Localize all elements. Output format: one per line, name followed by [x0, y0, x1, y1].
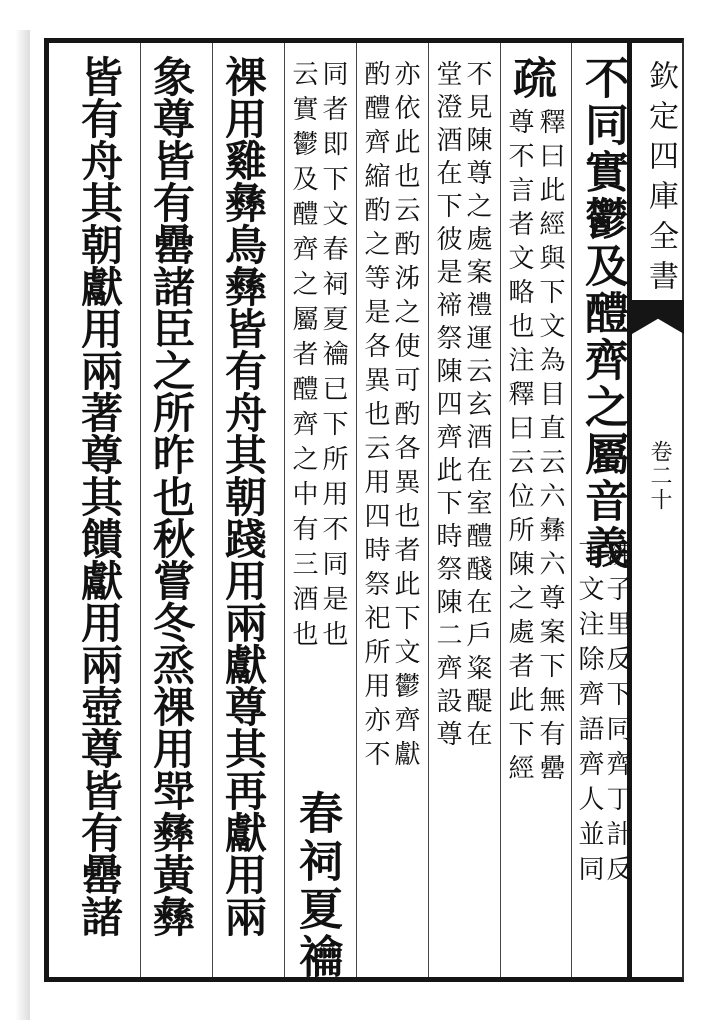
page-edge-shadow: [0, 30, 30, 1020]
commentary-line-3: 不見陳尊之處案禮運云玄酒在室醴醆在戶粢醍在: [462, 60, 492, 753]
commentary-line-2: 尊不言者文略也注釋曰云位所陳之處者此下經: [504, 108, 534, 788]
column-rule: [212, 43, 213, 977]
column-rule: [140, 43, 141, 977]
commentary-line-1: 釋曰此經與下文為目直云六彝六尊案下無有罍: [535, 108, 565, 788]
commentary-line-7: 同者即下文春祠夏禴已下所用不同是也: [318, 60, 348, 655]
text-column-5-cont: 春祠夏禴: [291, 790, 342, 982]
text-column-8: 皆有舟其朝獻用兩著尊其饋獻用兩壺尊皆有罍諸: [75, 55, 124, 937]
column-rule: [571, 43, 572, 977]
text-column-1: 不同實鬱及醴齊之屬音義: [577, 55, 628, 572]
column-rule: [428, 43, 429, 977]
juan-number: 卷二十: [647, 440, 672, 512]
book-title: 欽定四庫全書: [643, 60, 678, 300]
commentary-line-6: 酌醴齊縮酌之等是各異也云用四時祭祀所用亦不: [360, 60, 390, 774]
annotation-column-1a: 沸子里反下同齊丁計反: [602, 540, 632, 890]
commentary-line-4: 堂澄酒在下彼是禘祭陳四齊此下時祭陳二齊設尊: [432, 60, 462, 753]
commentary-marker: 疏: [505, 55, 556, 102]
annotation-column-1b: 下文注除齊語齊人並同: [574, 540, 604, 890]
commentary-line-8: 云實鬱及醴齊之屬者醴齊之中有三酒也: [288, 60, 318, 655]
column-rule: [284, 43, 285, 977]
column-rule: [500, 43, 501, 977]
commentary-line-5: 亦依此也云酌泲之使可酌各異也者此下文鬱齊獻: [390, 60, 420, 774]
text-column-6: 祼用雞彝鳥彝皆有舟其朝踐用兩獻尊其再獻用兩: [219, 55, 268, 937]
column-rule: [356, 43, 357, 977]
text-column-7: 象尊皆有罍諸臣之所昨也秋嘗冬烝祼用斝彝黃彝: [147, 55, 196, 937]
